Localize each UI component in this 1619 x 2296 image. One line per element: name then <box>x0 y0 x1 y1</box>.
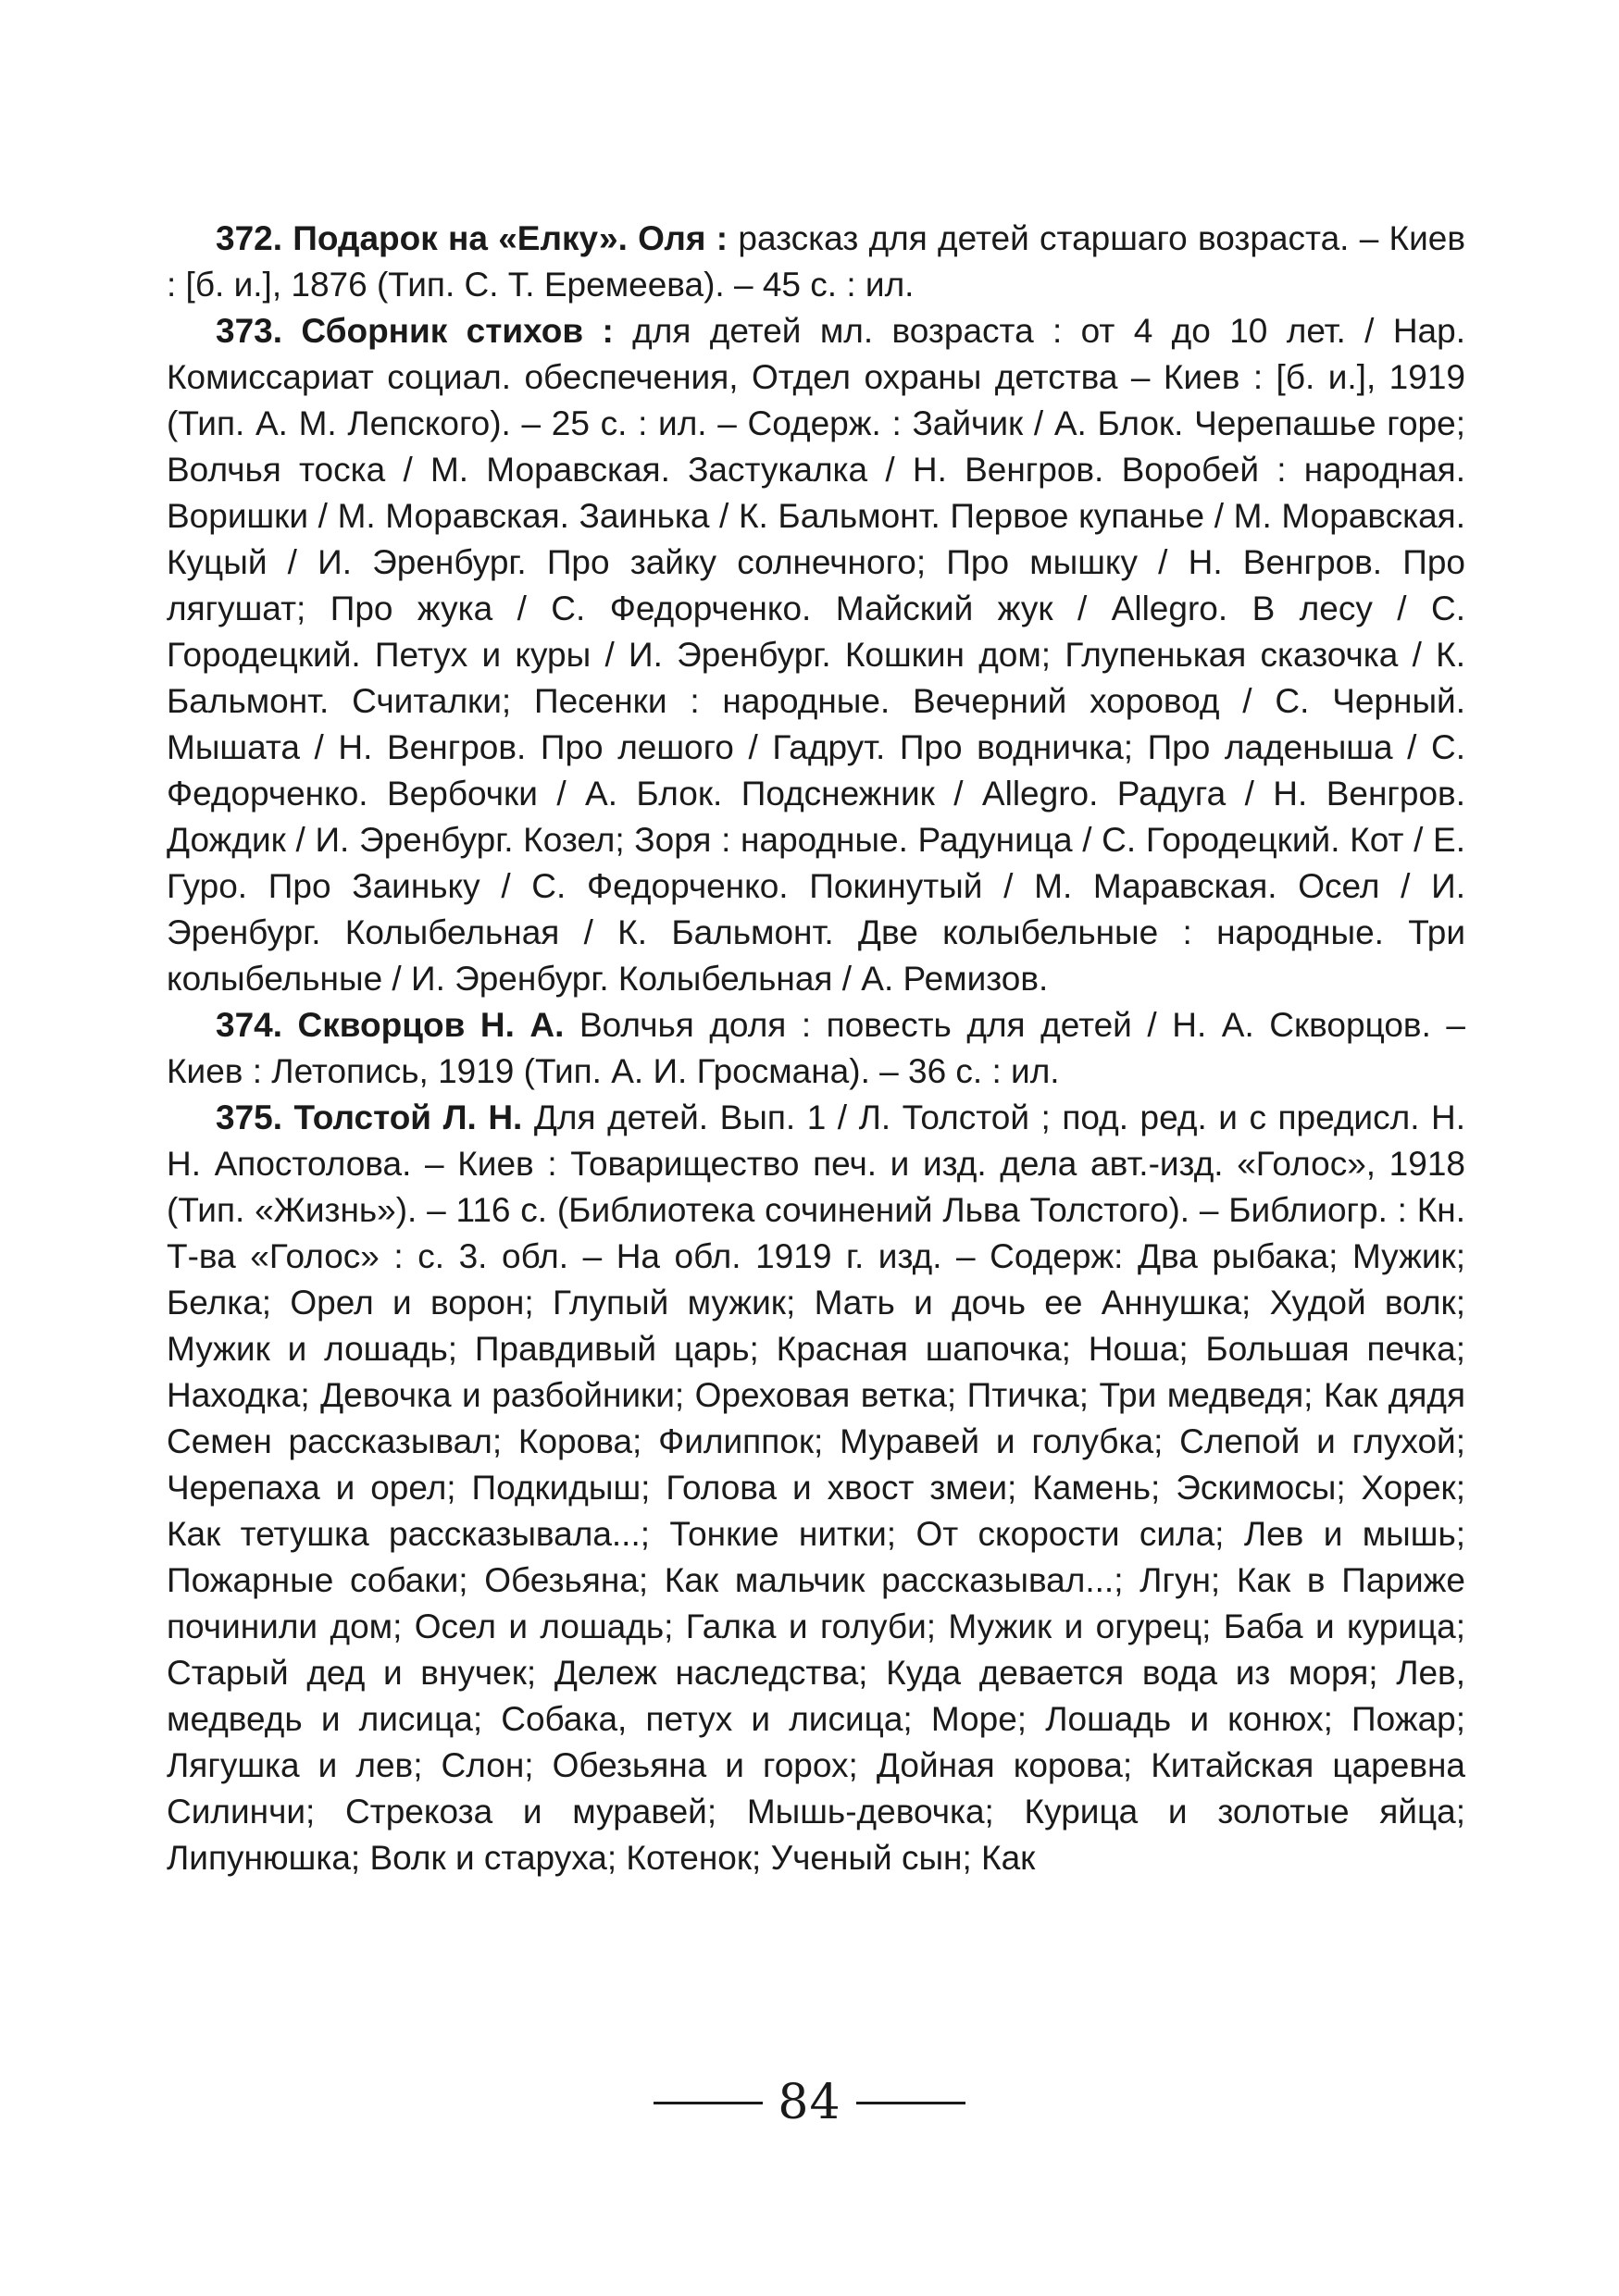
entry-body: Волчья доля : повесть для детей / Н. А. Скворцов. – Киев : Летопись, 1919 (Тип. А. И. Гросмана). – 36 с. : ил. <box>167 1006 1465 1090</box>
page-text <box>167 216 1465 1881</box>
page-number-block <box>0 2073 1619 2132</box>
entry-body: для детей мл. возраста : от 4 до 10 лет. / Нар. Комиссариат социал. обеспечения, Отдел охраны детства – Киев : [б. и.], 1919 (Тип. А. М. Лепского). – 25 с. : ил. – Содерж. : Зайчик / А. Блок. Черепашье горе; Волчья тоска / М. Моравская. Застукалка / Н. Венгров. Воробей : народная. Воришки / М. Моравская. Заинька / К. Бальмонт. Первое купанье / М. Моравская. Куцый / И. Эренбург. Про зайку солнечного; Про мышку / Н. Венгров. Про лягушат; Про жука / С. Федорченко. Майский жук / Allegro. В лесу / С. Городецкий. Петух и куры / И. Эренбург. Кошкин дом; Глупенькая сказочка / К. Бальмонт. Считалки; Песенки : народные. Вечерний хоровод / С. Черный. Мышата / Н. Венгров. Про лешого / Гадрут. Про водничка; Про ладеныша / С. Федорченко. Вербочки / А. Блок. Подснежник / Allegro. Радуга / Н. Венгров. Дождик / И. Эренбург. Козел; Зоря : народные. Радуница / С. Городецкий. Кот / Е. Гуро. Про Заиньку / С. Федорченко. Покинутый / М. Маравская. Осел / И. Эренбург. Колыбельная / К. Бальмонт. Две колыбельные : народные. Три колыбельные / И. Эренбург. Колыбельная / А. Ремизов. <box>167 312 1465 998</box>
right-rule <box>856 2102 965 2104</box>
entry-heading: 373. Сборник стихов : <box>216 312 614 350</box>
entry-372 <box>167 216 1465 308</box>
entry-body: разсказ для детей старшаго возраста. – Киев : [б. и.], 1876 (Тип. С. Т. Еремеева). – 45 с. : ил. <box>167 219 1465 304</box>
entry-373 <box>167 308 1465 1002</box>
entry-heading: 372. Подарок на «Елку». Оля : <box>216 219 729 257</box>
entry-heading: 375. Толстой Л. Н. <box>216 1098 523 1136</box>
entry-body: Для детей. Вып. 1 / Л. Толстой ; под. ред. и с предисл. Н. Н. Апостолова. – Киев : Товарищество печ. и изд. дела авт.-изд. «Голос», 1918 (Тип. «Жизнь»). – 116 с. (Библиотека сочинений Льва Толстого). – Библиогр. : Кн. Т-ва «Голос» : с. 3. обл. – На обл. 1919 г. изд. – Содерж: Два рыбака; Мужик; Белка; Орел и ворон; Глупый мужик; Мать и дочь ее Аннушка; Худой волк; Мужик и лошадь; Правдивый царь; Красная шапочка; Ноша; Большая печка; Находка; Девочка и разбойники; Ореховая ветка; Птичка; Три медведя; Как дядя Семен рассказывал; Корова; Филиппок; Муравей и голубка; Слепой и глухой; Черепаха и орел; Подкидыш; Голова и хвост змеи; Камень; Эскимосы; Хорек; Как тетушка рассказывала...; Тонкие нитки; От скорости сила; Лев и мышь; Пожарные собаки; Обезьяна; Как мальчик рассказывал...; Лгун; Как в Париже починили дом; Осел и лошадь; Галка и голуби; Мужик и огурец; Баба и курица; Старый дед и внучек; Дележ наследства; Куда девается вода из моря; Лев, медведь и лисица; Собака, петух и лисица; Море; Лошадь и конюх; Пожар; Лягушка и лев; Слон; Обезьяна и горох; Дойная корова; Китайская царевна Силинчи; Стрекоза и муравей; Мышь-девочка; Курица и золотые яйца; Липунюшка; Волк и старуха; Котенок; Ученый сын; Как <box>167 1098 1465 1877</box>
page-number: 84 <box>778 2075 841 2130</box>
entry-374 <box>167 1002 1465 1095</box>
entry-375 <box>167 1095 1465 1881</box>
left-rule <box>654 2102 763 2104</box>
entry-heading: 374. Скворцов Н. А. <box>216 1006 565 1044</box>
